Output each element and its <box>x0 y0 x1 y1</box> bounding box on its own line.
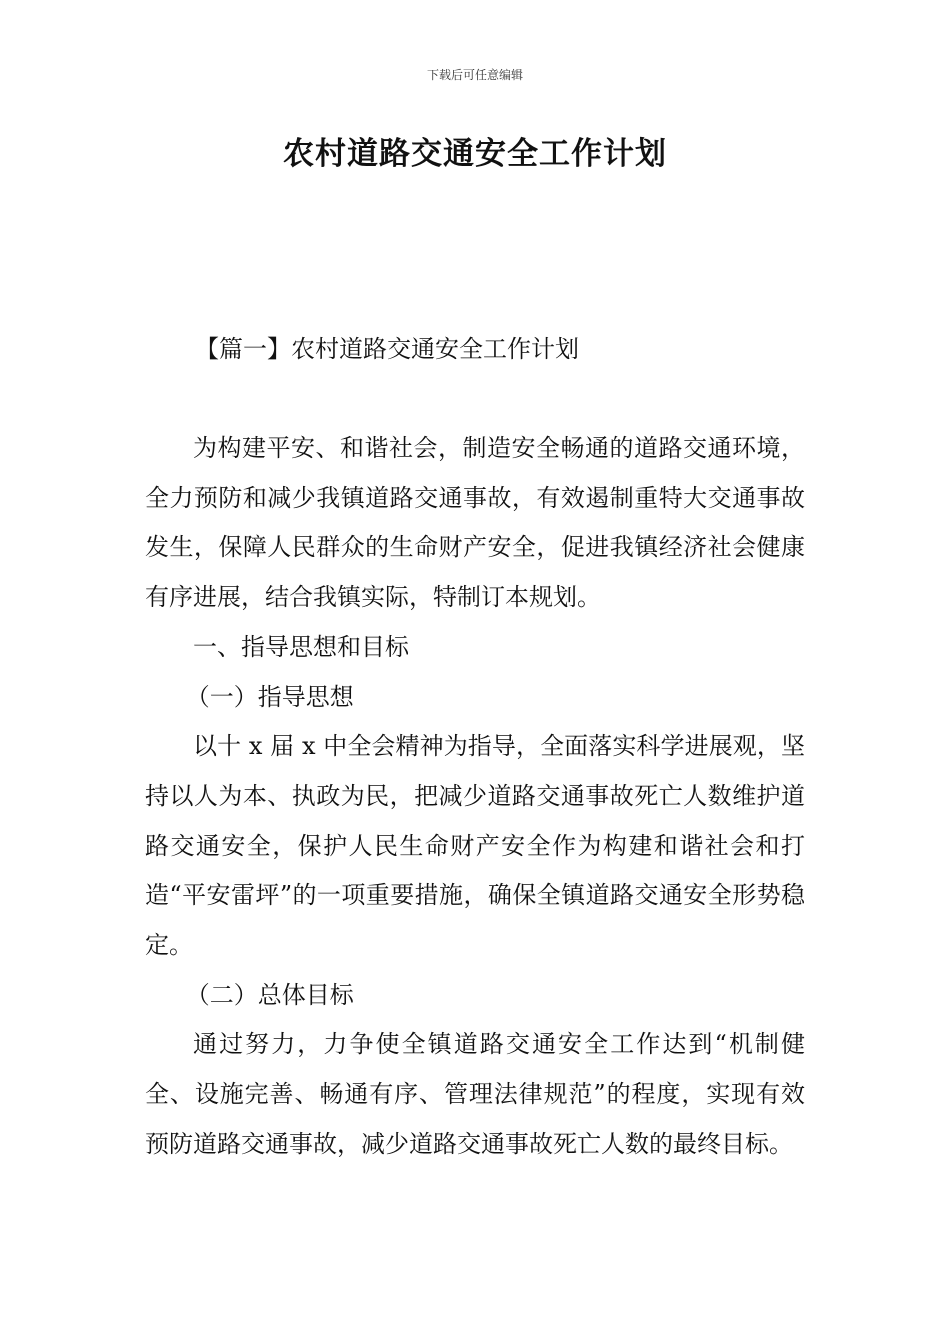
document-title: 农村道路交通安全工作计划 <box>283 136 667 172</box>
subheading-guiding-ideas: （一）指导思想 <box>185 682 354 711</box>
guiding-ideas-paragraph: 以十 x 届 x 中全会精神为指导，全面落实科学进展观，坚持以人为本、执政为民，把减少道路交通事故死亡人数维护道路交通安全，保护人民生命财产安全作为构建和谐社会和打造“平安雷坪”的一项重要措施，确保全镇道路交通安全形势稳定。 <box>145 732 805 960</box>
section-heading: 【篇一】农村道路交通安全工作计划 <box>195 335 579 363</box>
document-body <box>145 424 805 1170</box>
heading-guiding-ideas-and-goals: 一、指导思想和目标 <box>193 632 409 661</box>
subheading-overall-goals: （二）总体目标 <box>185 980 354 1009</box>
intro-paragraph: 为构建平安、和谐社会，制造安全畅通的道路交通环境，全力预防和减少我镇道路交通事故，有效遏制重特大交通事故发生，保障人民群众的生命财产安全，促进我镇经济社会健康有序进展，结合我镇实际，特制订本规划。 <box>145 434 805 612</box>
page-header-note: 下载后可任意编辑 <box>426 68 523 82</box>
overall-goals-paragraph: 通过努力，力争使全镇道路交通安全工作达到“机制健全、设施完善、畅通有序、管理法律规范”的程度，实现有效预防道路交通事故，减少道路交通事故死亡人数的最终目标。 <box>145 1030 805 1158</box>
